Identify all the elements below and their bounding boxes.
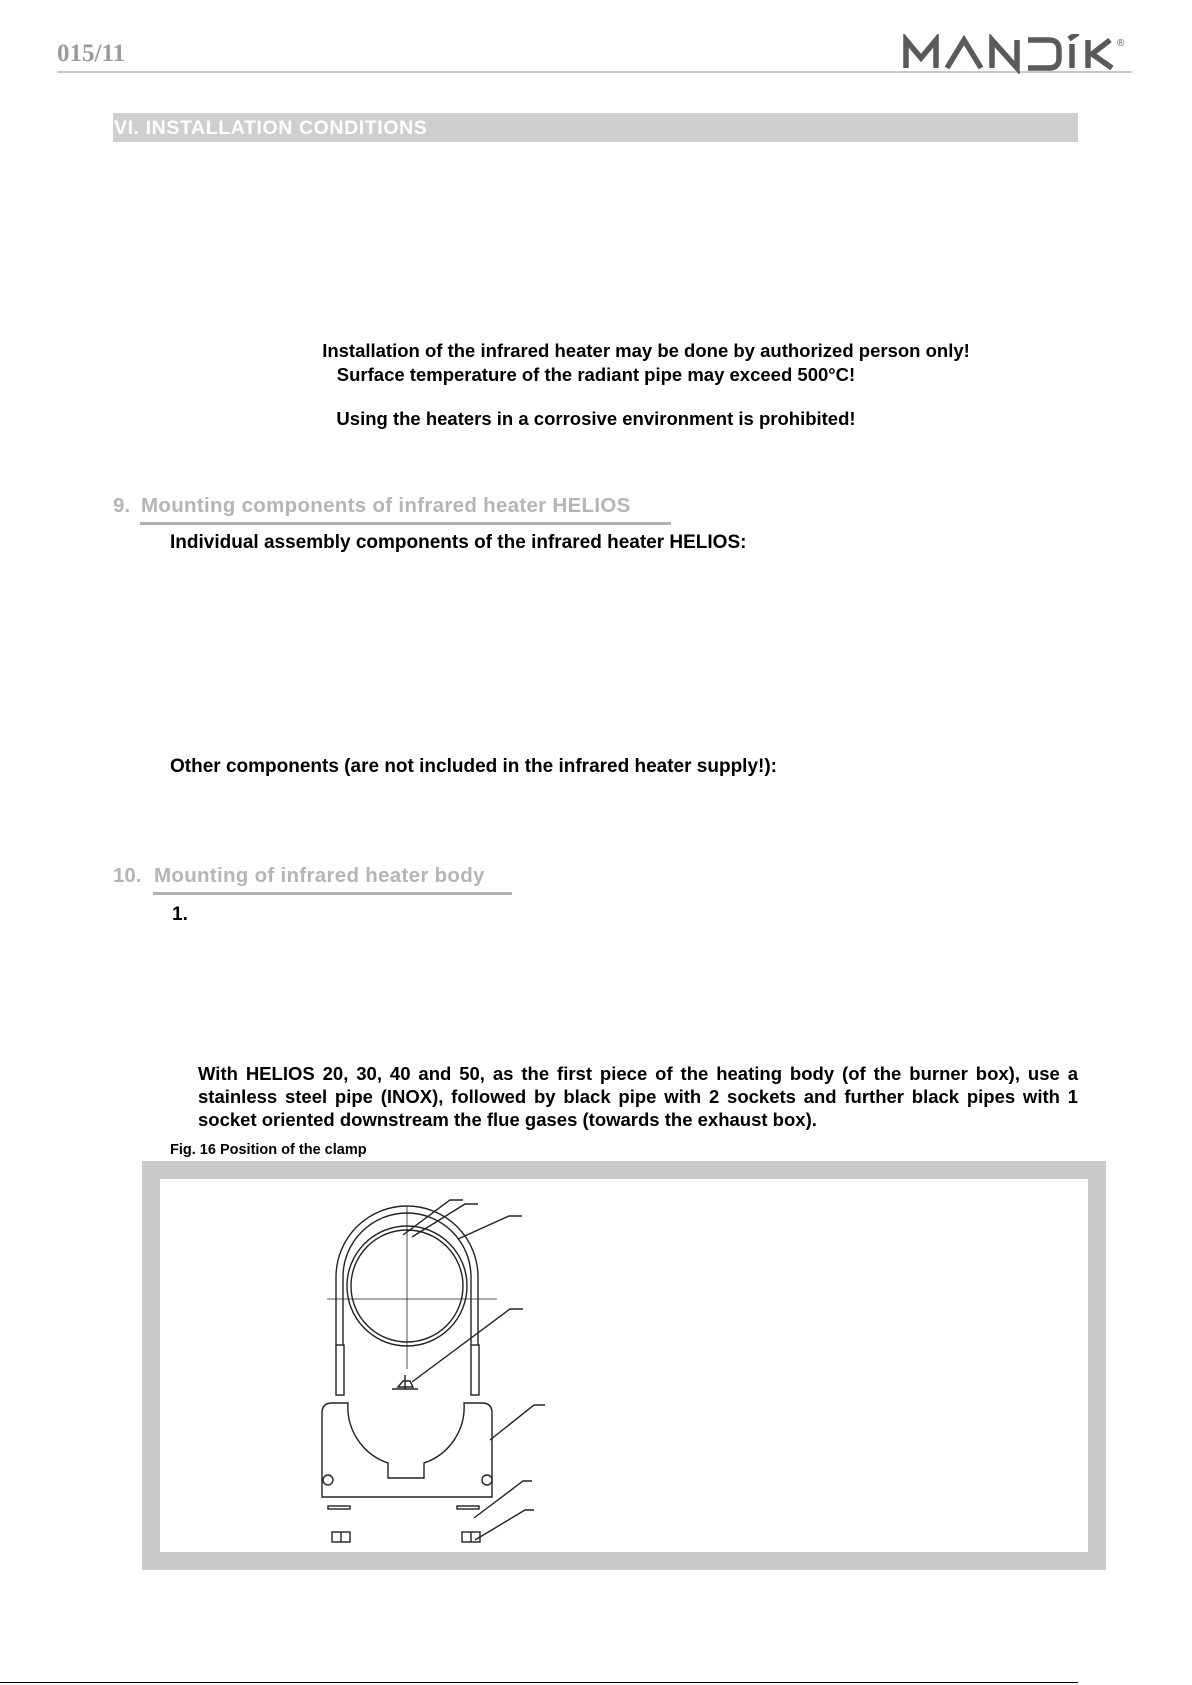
left-screw [323,1475,333,1485]
registered-mark: ® [1117,38,1125,49]
leader-7 [475,1510,534,1540]
warning-surface-temperature: Surface temperature of the radiant pipe may exceed 500°C! [336,364,856,385]
assembly-components-intro: Individual assembly components of the infrared heater HELIOS: [170,532,747,553]
right-screw [482,1475,492,1485]
left-washer [328,1506,350,1509]
leader-5 [490,1405,545,1440]
warning-corrosive-environment: Using the heaters in a corrosive environment is prohibited! [336,408,856,429]
subsection-9-number: 9. [113,494,131,517]
left-thread [336,1345,344,1395]
clamp-drawing [160,1179,1088,1552]
leader-6 [474,1481,532,1518]
right-washer [457,1506,479,1509]
other-components-label: Other components (are not included in the infrared heater supply!): [170,756,778,777]
clamp-diagram [160,1179,1088,1552]
section-title: VI. INSTALLATION CONDITIONS [114,117,428,139]
subsection-9-underline [140,522,671,525]
subsection-10-title: Mounting of infrared heater body [154,864,485,887]
step-number: 1. [172,904,188,925]
support-plate [322,1403,492,1497]
subsection-10-underline [153,892,512,895]
mandik-logo-graphic [903,34,1133,74]
mandik-logo [903,34,1133,74]
figure-caption: Fig. 16 Position of the clamp [170,1142,367,1158]
warning-authorized-person: Installation of the infrared heater may be done by authorized person only! [322,340,970,361]
heating-body-paragraph: With HELIOS 20, 30, 40 and 50, as the first piece of the heating body (of the burner box), use a stainless steel pipe (INOX), followed by black pipe with 2 sockets and further black pipes with 1 socket oriented downstream the flue gases (towards the exhaust box). [198,1063,1078,1130]
leader-3 [458,1216,522,1239]
right-thread [471,1345,479,1395]
footer-divider [0,1682,1078,1683]
document-number: 015/11 [57,40,126,67]
subsection-9-title: Mounting components of infrared heater HELIOS [141,494,631,517]
leader-4 [412,1309,523,1382]
subsection-10-number: 10. [113,864,142,887]
